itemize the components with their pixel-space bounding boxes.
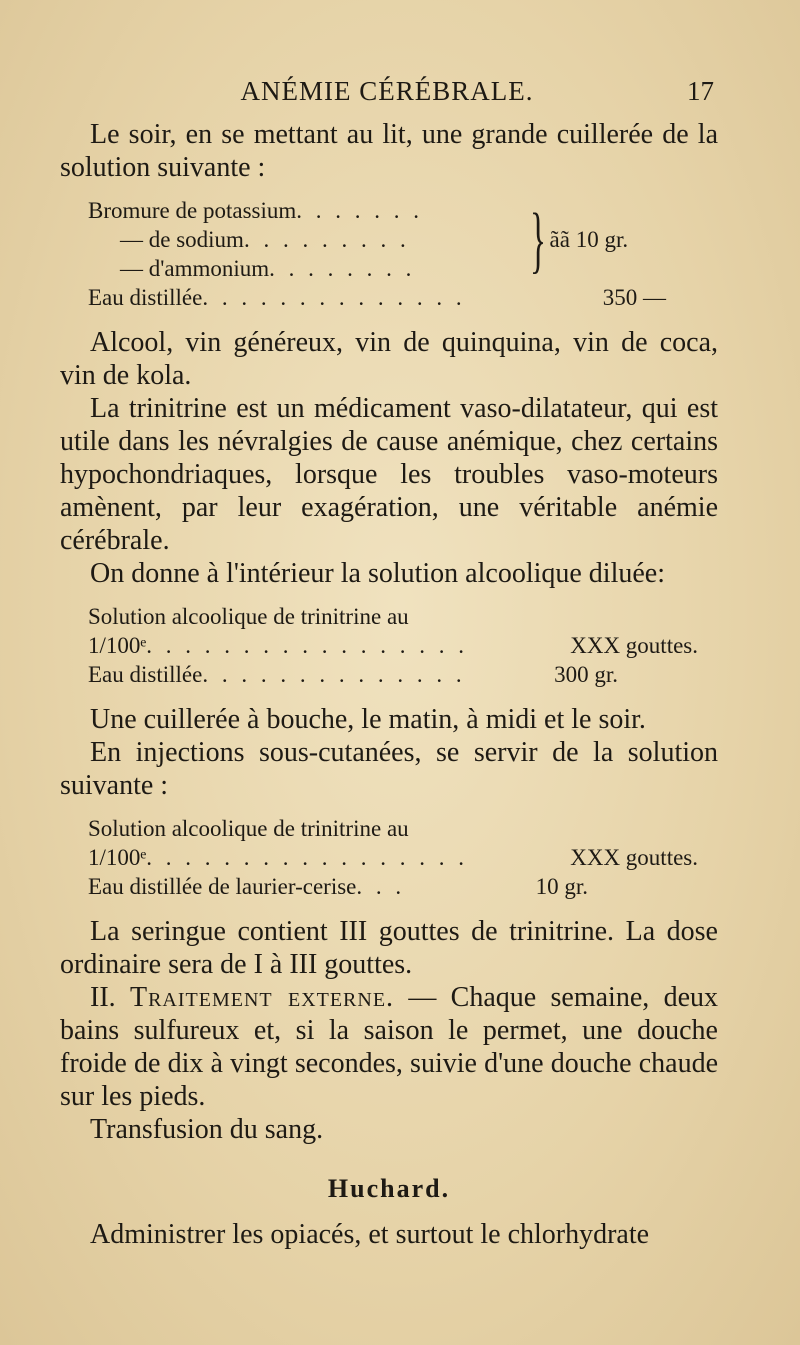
section-heading: Traitement externe. bbox=[129, 982, 395, 1013]
leader-dots: . . . . . . . . . . . . . . bbox=[202, 285, 466, 310]
author-name: Huchard. bbox=[327, 1174, 451, 1203]
recipe-line bbox=[88, 225, 528, 254]
recipe-line: Solution alcoolique de trinitrine au bbox=[88, 604, 409, 629]
paragraph-external-treatment bbox=[60, 981, 718, 1113]
paragraph-internal-use: On donne à l'intérieur la solution alcoolique diluée: bbox=[90, 558, 665, 589]
ingredient-quantity: 350 — bbox=[602, 285, 666, 310]
ingredient-quantity: 10 gr. bbox=[535, 874, 588, 899]
section-number: II. bbox=[90, 982, 116, 1013]
recipe-line bbox=[88, 843, 698, 872]
right-brace: } bbox=[530, 198, 546, 281]
recipe-line: Solution alcoolique de trinitrine au bbox=[88, 816, 409, 841]
recipe-bromides bbox=[88, 196, 698, 312]
running-header bbox=[60, 76, 714, 116]
recipe-trinitrine-injection bbox=[88, 814, 698, 901]
leader-dots: . . . . . . . . . . . . . . . . . bbox=[146, 633, 469, 658]
paragraph-syringe: La seringue contient III gouttes de trinitrine. La dose ordinaire sera de I à III gouttes. bbox=[60, 916, 718, 980]
ingredient-name: 1/100ᵉ bbox=[88, 633, 147, 658]
paragraph-wines: Alcool, vin généreux, vin de quinquina, vin de coca, vin de kola. bbox=[60, 327, 718, 391]
paragraph-injections: En injections sous-cutanées, se servir de la solution suivante : bbox=[60, 737, 718, 801]
ingredient-name: Eau distillée de laurier-cerise bbox=[88, 874, 357, 899]
ingredient-name: Eau distillée bbox=[88, 662, 203, 687]
paragraph-dosage: Une cuillerée à bouche, le matin, à midi et le soir. bbox=[90, 704, 646, 735]
ingredient-quantity: XXX gouttes. bbox=[570, 845, 698, 870]
paragraph-transfusion: Transfusion du sang. bbox=[90, 1114, 324, 1145]
page-number: 17 bbox=[687, 76, 714, 106]
bromide-group bbox=[88, 196, 698, 283]
leader-dots: . . . . . . . bbox=[296, 198, 423, 223]
recipe-trinitrine-oral bbox=[88, 602, 698, 689]
leader-dots: . . . . . . . . . . . . . . bbox=[202, 662, 466, 687]
leader-dots: . . . . . . . . . . . . . . . . . bbox=[146, 845, 469, 870]
ingredient-name: Bromure de potassium bbox=[88, 198, 297, 223]
leader-dots: . . . bbox=[356, 874, 406, 899]
page-title: ANÉMIE CÉRÉBRALE. bbox=[240, 76, 534, 106]
leader-dots: . . . . . . . . . bbox=[243, 227, 410, 252]
bromide-names bbox=[88, 196, 528, 283]
recipe-line bbox=[88, 872, 588, 901]
ingredient-quantity: XXX gouttes. bbox=[570, 633, 698, 658]
ingredient-quantity: ãã 10 gr. bbox=[549, 227, 629, 252]
leader-dots: . . . . . . . . bbox=[269, 256, 416, 281]
ingredient-name: — d'ammonium bbox=[120, 256, 270, 281]
section-text: — Chaque semaine, deux bains sulfureux et, si la saison le permet, une douche froide de dix à vingt secondes, suivie d'une douche chaude sur les pieds. bbox=[60, 982, 719, 1112]
ingredient-name: Eau distillée bbox=[88, 285, 203, 310]
recipe-line bbox=[88, 283, 666, 312]
paragraph-opiates: Administrer les opiacés, et surtout le chlorhydrate bbox=[90, 1219, 650, 1250]
ingredient-quantity: 300 gr. bbox=[554, 662, 618, 687]
recipe-line bbox=[88, 254, 528, 283]
recipe-line bbox=[88, 660, 618, 689]
recipe-line bbox=[88, 631, 698, 660]
ingredient-name: 1/100ᵉ bbox=[88, 845, 147, 870]
ingredient-name: — de sodium bbox=[120, 227, 244, 252]
page-body bbox=[60, 118, 718, 1251]
recipe-line bbox=[88, 196, 528, 225]
paragraph-evening-dose: Le soir, en se mettant au lit, une grande cuillerée de la solution suivante : bbox=[60, 119, 718, 183]
paragraph-trinitrine: La trinitrine est un médicament vaso-dilatateur, qui est utile dans les névralgies de cause anémique, chez certains hypochondriaques, lorsque les troubles vaso-moteurs amènent, par leur exagération, une véritable anémie cérébrale. bbox=[60, 393, 718, 556]
